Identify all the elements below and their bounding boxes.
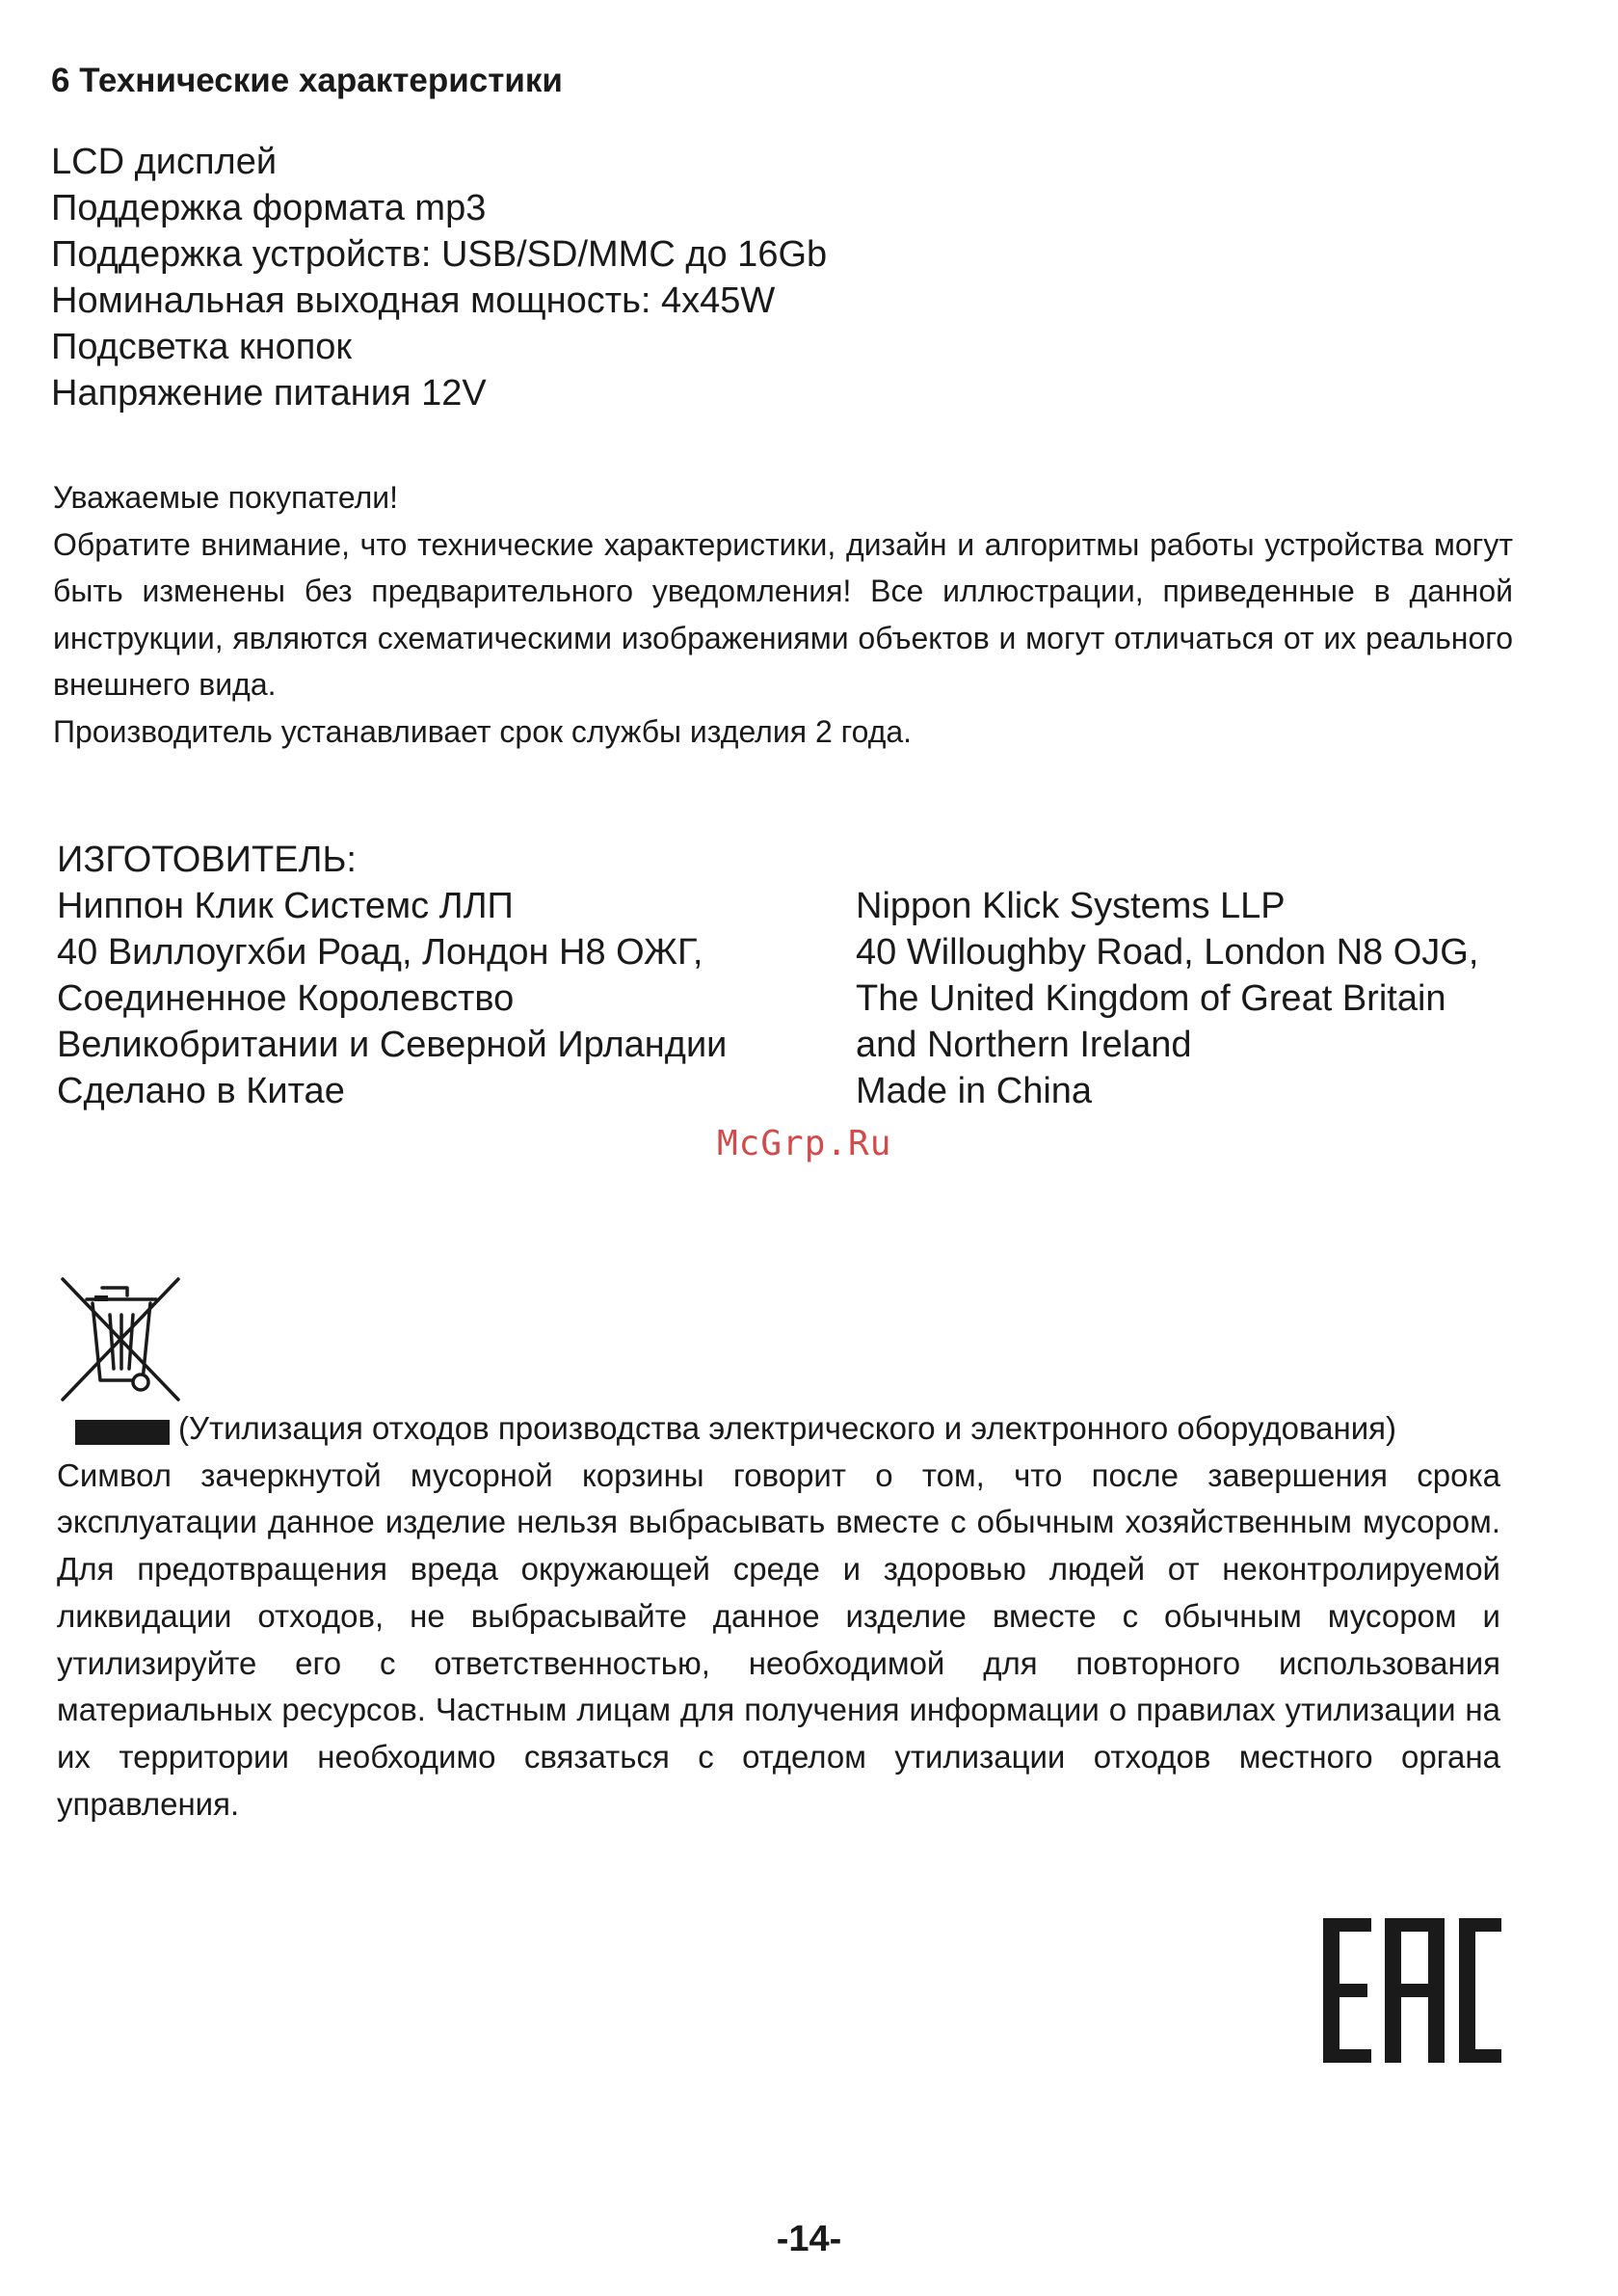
spec-item: Подсветка кнопок — [51, 327, 353, 367]
manufacturer-en-line: and Northern Ireland — [856, 1025, 1192, 1065]
manufacturer-heading: ИЗГОТОВИТЕЛЬ: — [57, 840, 357, 880]
spec-list — [51, 139, 827, 416]
spec-item: Напряжение питания 12V — [51, 373, 487, 414]
manufacturer-en-line: Nippon Klick Systems LLP — [856, 886, 1286, 926]
customer-notice — [53, 474, 1513, 755]
manufacturer-ru-line: Ниппон Клик Системс ЛЛП — [57, 886, 514, 926]
spec-item: LCD дисплей — [51, 142, 278, 182]
section-title: 6 Технические характеристики — [51, 62, 563, 99]
notice-service-life: Производитель устанавливает срок службы изделия 2 года. — [53, 713, 913, 749]
crossed-out-wheelie-bin-icon — [58, 1274, 183, 1404]
notice-body: Обратите внимание, что технические характеристики, дизайн и алгоритмы работы устройства могут быть изменены без предварительного уведомления! Все иллюстрации, приведенные в данной инструкции, являются схематическими изображениями объектов и могут отличаться от их реального внешнего вида. — [53, 526, 1513, 702]
manufacturer-ru — [57, 883, 727, 1114]
manufacturer-ru-line: Великобритании и Северной Ирландии — [57, 1025, 728, 1065]
notice-greeting: Уважаемые покупатели! — [53, 480, 399, 515]
manufacturer-en-line: Made in China — [856, 1071, 1093, 1111]
manufacturer-en-line: 40 Willoughby Road, London N8 OJG, — [856, 932, 1479, 973]
watermark: McGrp.Ru — [717, 1124, 892, 1163]
spec-item: Поддержка устройств: USB/SD/MMC до 16Gb — [51, 234, 828, 275]
spec-item: Номинальная выходная мощность: 4x45W — [51, 280, 776, 321]
manufacturer-ru-line: Соединенное Королевство — [57, 978, 515, 1019]
manufacturer-ru-line: Сделано в Китае — [57, 1071, 345, 1111]
manufacturer-en-line: The United Kingdom of Great Britain — [856, 978, 1446, 1019]
eac-mark-icon — [1323, 1918, 1501, 2063]
spec-item: Поддержка формата mp3 — [51, 188, 487, 228]
manufacturer-ru-line: 40 Виллоугхби Роад, Лондон Н8 ОЖГ, — [57, 932, 703, 973]
disposal-caption: (Утилизация отходов производства электрического и электронного оборудования) — [178, 1410, 1397, 1446]
disposal-body: Символ зачеркнутой мусорной корзины говорит о том, что после завершения срока эксплуатации данное изделие нельзя выбрасывать вместе с обычным хозяйственным мусором. Для предотвращения вреда окружающей среде и здоровью людей от неконтролируемой ликвидации отходов, не выбрасывайте данное изделие вместе с обычным мусором и утилизируйте его с ответственностью, необходимой для повторного использования материальных ресурсов. Частным лицам для получения информации о правилах утилизации на их территории необходимо связаться с отделом утилизации отходов местного органа управления. — [57, 1456, 1500, 1822]
disposal-text — [57, 1405, 1500, 1828]
page-number: -14- — [776, 2219, 842, 2259]
manufacturer-en — [856, 883, 1478, 1114]
